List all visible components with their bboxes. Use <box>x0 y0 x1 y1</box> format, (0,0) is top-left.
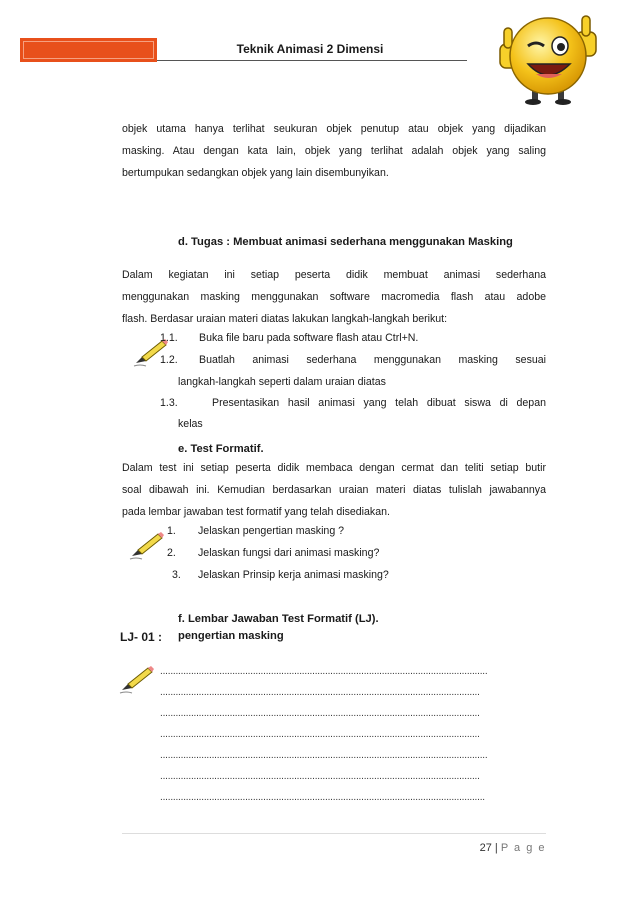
task-item-cont-2: langkah-langkah seperti dalam uraian diatas <box>178 376 386 388</box>
question-text-3: Jelaskan Prinsip kerja animasi masking? <box>198 569 389 581</box>
task-item-text-1: Buka file baru pada software flash atau Ctrl+N. <box>199 332 419 344</box>
section-d-heading: d. Tugas : Membuat animasi sederhana menggunakan Masking <box>178 236 513 248</box>
task-item-text-3: Presentasikan hasil animasi yang telah dibuat siswa di depan <box>212 397 546 409</box>
question-num-2: 2. <box>167 547 176 559</box>
lj-label: LJ- 01 : <box>120 630 163 644</box>
section-e-line-2: soal dibawah ini. Kemudian berdasarkan uraian materi diatas tulislah jawabannya <box>122 484 546 496</box>
section-e-heading: e. Test Formatif. <box>178 443 264 455</box>
answer-line[interactable]: ............................................................................................................................... <box>160 750 488 761</box>
lj-title: pengertian masking <box>178 630 284 642</box>
section-d-line-3: flash. Berdasar uraian materi diatas lakukan langkah-langkah berikut: <box>122 313 448 325</box>
header-rule <box>157 60 467 61</box>
answer-line[interactable]: ............................................................................................................................ <box>160 708 480 719</box>
task-item-cont-3: kelas <box>178 418 203 430</box>
page-header-title: Teknik Animasi 2 Dimensi <box>236 42 384 56</box>
answer-line[interactable]: ............................................................................................................................ <box>160 687 480 698</box>
page-number: 27 <box>479 842 492 854</box>
answer-line[interactable]: .............................................................................................................................. <box>160 792 485 803</box>
pencil-icon <box>118 664 158 694</box>
task-item-text-2: Buatlah animasi sederhana menggunakan masking sesuai <box>199 354 546 366</box>
pencil-icon <box>128 530 168 560</box>
footer-rule <box>122 833 546 834</box>
section-d-line-2: menggunakan masking menggunakan software macromedia flash atau adobe <box>122 291 546 303</box>
page-word: P a g e <box>500 842 546 854</box>
winking-smiley-thumbs-up-icon <box>492 6 604 106</box>
footer-separator: | <box>494 842 498 854</box>
header-accent-bar-inner <box>23 41 154 59</box>
task-item-num-1: 1.1. <box>160 332 178 344</box>
question-num-1: 1. <box>167 525 176 537</box>
section-e-line-1: Dalam test ini setiap peserta didik membaca dengan cermat dan teliti setiap butir <box>122 462 546 474</box>
section-f-heading: f. Lembar Jawaban Test Formatif (LJ). <box>178 613 379 625</box>
task-item-num-2: 1.2. <box>160 354 178 366</box>
question-text-1: Jelaskan pengertian masking ? <box>198 525 345 537</box>
intro-line-3: bertumpukan sedangkan objek yang lain disembunyikan. <box>122 167 389 179</box>
section-d-line-1: Dalam kegiatan ini setiap peserta didik membuat animasi sederhana <box>122 269 546 281</box>
answer-line[interactable]: ............................................................................................................................... <box>160 666 488 677</box>
page-footer <box>446 842 546 854</box>
answer-line[interactable]: ............................................................................................................................ <box>160 771 480 782</box>
intro-line-2: masking. Atau dengan kata lain, objek yang terlihat adalah objek yang saling <box>122 145 546 157</box>
task-item-num-3: 1.3. <box>160 397 178 409</box>
question-text-2: Jelaskan fungsi dari animasi masking? <box>198 547 380 559</box>
answer-line[interactable]: ............................................................................................................................ <box>160 729 480 740</box>
question-num-3: 3. <box>172 569 181 581</box>
intro-line-1: objek utama hanya terlihat seukuran objek penutup atau objek yang dijadikan <box>122 123 546 135</box>
section-e-line-3: pada lembar jawaban test formatif yang telah disediakan. <box>122 506 390 518</box>
